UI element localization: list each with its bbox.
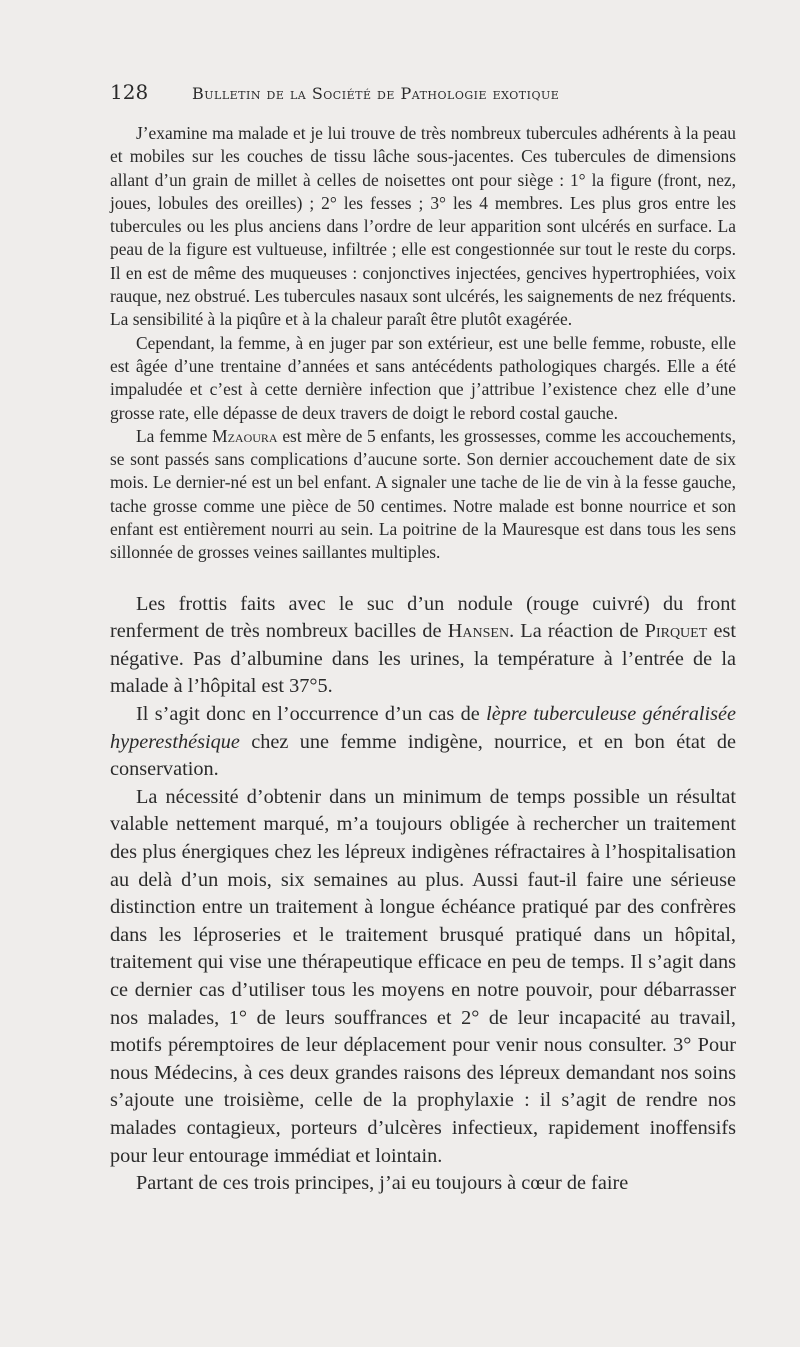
author-name-hansen: Hansen [447, 620, 510, 643]
body-text-section [110, 591, 736, 1198]
paragraph-general-state: Cependant, la femme, à en juger par son extérieur, est une belle femme, robuste, elle est âgée d’une trentaine d’années et sans antécédents pathologiques chargés. Elle a été impaludée et c’est à cette dernière infection que j’attribue l’existence chez elle d’une grosse rate, elle dépasse de deux travers de doigt le rebord costal gauche. [110, 332, 736, 423]
text-run: . La réaction de [509, 620, 645, 643]
author-name-pirquet: Pirquet [644, 620, 708, 643]
paragraph-principles: Partant de ces trois principes, j’ai eu toujours à cœur de faire [136, 1172, 629, 1195]
text-run: chez une femme indigène, nourrice, et en bon état de conservation. [110, 730, 736, 781]
page-number: 128 [110, 80, 149, 104]
paragraph-diagnosis [110, 701, 736, 784]
text-run: est négative. Pas d’albumine dans les urines, la température à l’entrée de la malade à l’hôpital est 37°5. [110, 620, 736, 698]
text-run: est mère de 5 enfants, les grossesses, comme les accouchements, se sont passés sans complications d’aucune sorte. Son dernier accouchement date de six mois. Le dernier-né est un bel enfant. A signaler une tache de lie de vin à la fesse gauche, tache grosse comme une pièce de 50 centimes. Notre malade est bonne nourrice et son enfant est entièrement nourri au sein. La poitrine de la Mauresque est dans tous les sens sillonnée de grosses veines saillantes multiples. [110, 425, 736, 563]
page-header [110, 80, 736, 114]
running-head: Bulletin de la Société de Pathologie exotique [192, 84, 560, 103]
patient-name: Mzaoura [212, 425, 278, 446]
text-run: La femme [136, 425, 213, 446]
paragraph-examination: J’examine ma malade et je lui trouve de très nombreux tubercules adhérents à la peau et mobiles sur les couches de tissu lâche sous-jacentes. Ces tubercules de dimensions allant d’un grain de millet à celles de noisettes ont pour siège : 1° la figure (front, nez, joues, lobules des oreilles) ; 2° les fesses ; 3° les 4 membres. Les plus gros entre les tubercules ou les plus anciens dans l’ordre de leur apparition sont ulcérés en surface. La peau de la figure est vultueuse, infiltrée ; elle est congestionnée sur tout le reste du corps. Il en est de même des muqueuses : conjonctives injectées, gencives hypertrophiées, voix rauque, nez obstrué. Les tubercules nasaux sont ulcérés, les saignements de nez fréquents. La sensibilité à la piqûre et à la chaleur paraît être plutôt exagérée. [110, 123, 736, 330]
small-print-section [110, 122, 736, 565]
text-run: Les frottis faits avec le suc d’un nodule (rouge cuivré) du front renferment de très nombreux bacilles de [110, 592, 736, 643]
paragraph-treatment-rationale: La nécessité d’obtenir dans un minimum de temps possible un résultat valable nettement marqué, m’a toujours obligée à rechercher un traitement des plus énergiques chez les lépreux indigènes réfractaires à l’hospitalisation au delà d’un mois, six semaines au plus. Aussi faut-il faire une sérieuse distinction entre un traitement à longue échéance pratiqué par des confrères dans les léproseries et le traitement brusqué pratiqué dans un hôpital, traitement qui vise une thérapeutique efficace en peu de temps. Il s’agit dans ce dernier cas d’utiliser tous les moyens en notre pouvoir, pour débarrasser nos malades, 1° de leurs souffrances et 2° de leur incapacité au travail, motifs péremptoires de leur déplacement pour venir nous consulter. 3° Pour nous Médecins, à ces deux grandes raisons des lépreux demandant nos soins s’ajoute une troisième, celle de la prophylaxie : il s’agit de rendre nos malades contagieux, porteurs d’ulcères infectieux, rapidement inoffensifs pour leur entourage immédiat et lointain. [110, 785, 736, 1167]
diagnosis-term: lèpre tuberculeuse généralisée hyperesthésique [110, 703, 736, 753]
paragraph-obstetric-history [110, 425, 736, 565]
text-run: Il s’agit donc en l’occurrence d’un cas de [136, 703, 487, 726]
paragraph-lab-results [110, 591, 736, 701]
